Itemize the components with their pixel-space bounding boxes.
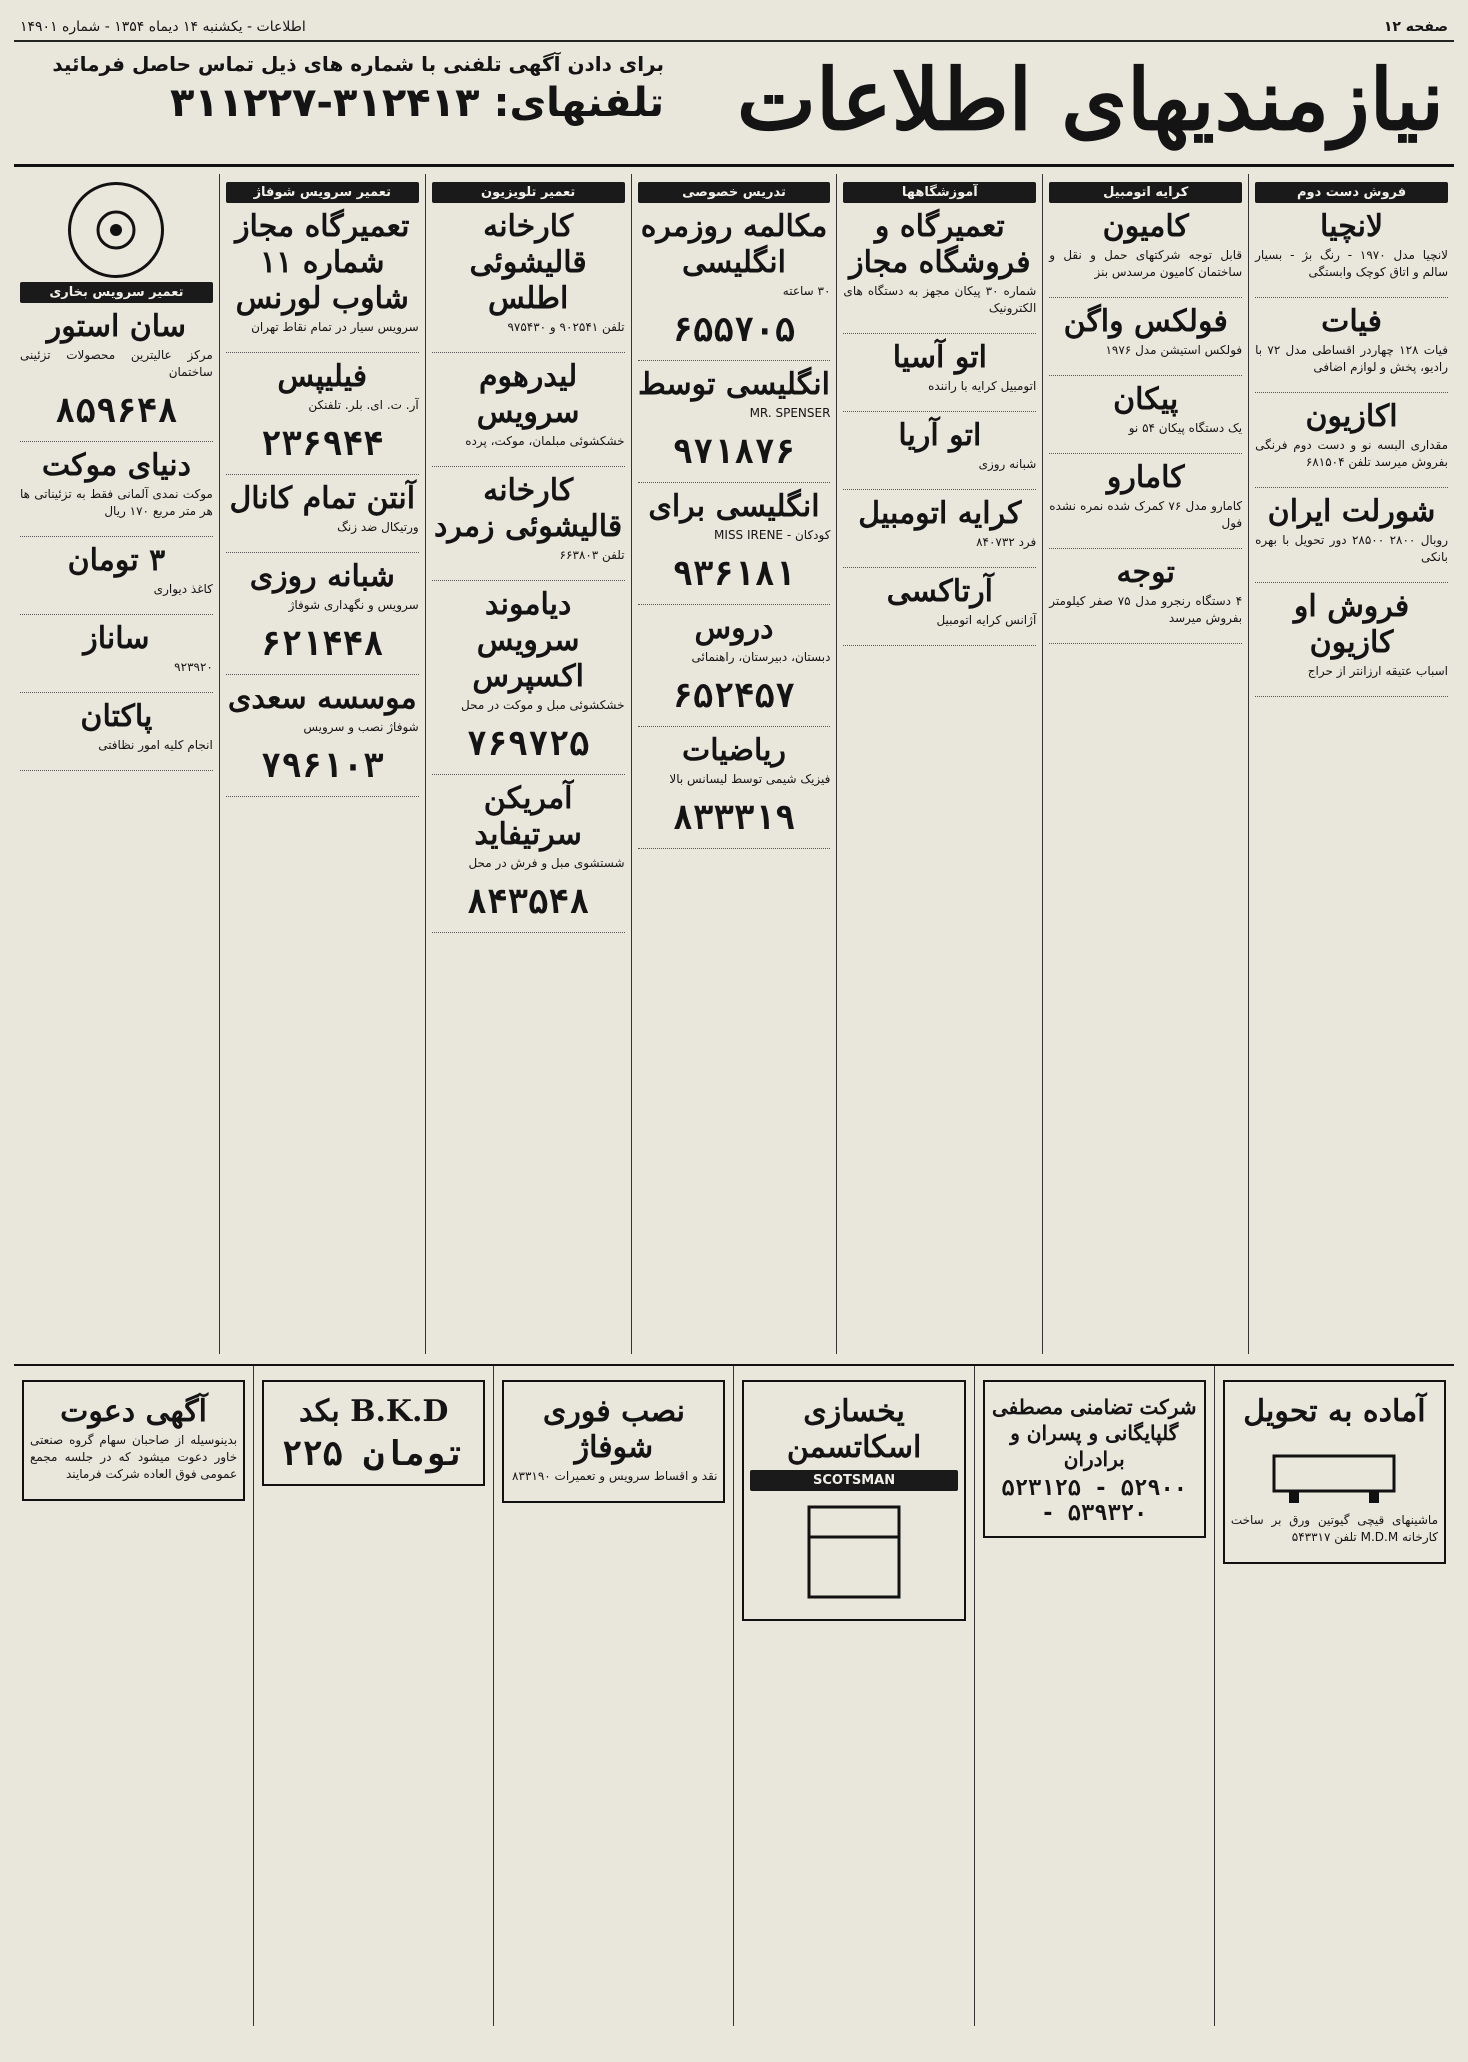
ad-title: کرایه اتومبیل [858,496,1022,531]
ad-title: نصب فوری شوفاژ [542,1394,685,1465]
section-header: تدریس خصوصی [638,182,831,203]
ad-body: شوفاژ نصب و سرویس [303,720,419,734]
machine-icon [1264,1436,1404,1506]
classified-ad [843,340,1036,412]
ice-machine-icon [794,1497,914,1607]
classified-ad [843,574,1036,646]
ad-body: بدینوسیله از صاحبان سهام گروه صنعتی خاور دعوت میشود که در جلسه مجمع عمومی فوق العاده شرکت فرمایند [29,1433,238,1481]
ad-title: آماده به تحویل [1243,1394,1426,1429]
ad-body: آژانس کرایه اتومبیل [936,613,1037,627]
newspaper-page [14,14,1454,2034]
price: ۲۲۵ تومان [281,1434,466,1474]
ad-title: انگلیسی برای [648,489,820,524]
classified-ad [1049,460,1242,549]
column-6 [219,174,425,1354]
ad-title: کارخانه قالیشوئی اطلس [469,209,587,316]
classified-ad [226,209,419,353]
ad-title: تعمیرگاه مجاز شماره ۱۱ شاوب لورنس [235,209,410,316]
classified-ad [1049,555,1242,644]
column-1 [1248,174,1454,1354]
classified-ad [20,621,213,693]
classified-ad [638,611,831,727]
contact-block [24,52,664,126]
section-header: کرایه اتومبیل [1049,182,1242,203]
ad-title: اتو آسیا [892,340,987,375]
classified-ad [226,359,419,475]
ad-body: آر. ت. ای. بلر. تلفنکن [308,398,419,412]
ad-title: فیلیپس [277,359,368,394]
ad-title: لیدرهوم سرویس [476,359,580,430]
phone-number: ۶۵۲۴۵۷ [672,676,796,716]
ad-box [502,1380,725,1503]
masthead [14,44,1454,167]
ad-body: کودکان - MISS IRENE [714,528,831,542]
ad-title: پیکان [1113,382,1179,417]
phone-number: ۶۲۱۴۴۸ [260,624,384,664]
dateline: اطلاعات - یکشنبه ۱۴ دیماه ۱۳۵۴ - شماره ۱۴۹۰۱ [20,19,306,35]
ad-body: لانچیا مدل ۱۹۷۰ - رنگ بژ - بسیار سالم و اتاق کوچک وابستگی [1255,248,1448,279]
ad-title: یخسازی اسکاتسمن [786,1394,922,1465]
classified-ad [226,559,419,675]
ad-body: تلفن ۹۰۲۵۴۱ و ۹۷۵۴۳۰ [507,320,625,334]
ad-title: کامیون [1102,209,1189,244]
ad-body: دبستان، دبیرستان، راهنمائی [691,650,831,664]
classified-ad [432,473,625,581]
ad-body: شبانه روزی [978,457,1037,471]
classified-ad [432,587,625,775]
classified-ad [1049,209,1242,298]
phone-number: ۷۶۹۷۲۵ [466,724,590,764]
ad-title: اکازیون [1305,399,1398,434]
ad-body: شماره ۳۰ پیکان مجهز به دستگاه های الکترونیک [843,284,1037,315]
display-ad-heating [493,1366,733,2026]
ad-title: آنتن تمام کانال [229,481,416,516]
sun-store-logo-icon [68,182,164,278]
column-3 [836,174,1042,1354]
ad-body: روبال ۲۸۰۰ ۲۸۵۰۰ دور تحویل با بهره بانکی [1255,533,1448,564]
ad-title: لانچیا [1320,209,1384,244]
column-5 [425,174,631,1354]
ad-title: آمریکن سرتیفاید [474,781,582,852]
ad-box [22,1380,245,1501]
ad-title: شرکت تضامنی مصطفی گلپایگانی و پسران و برادران [991,1395,1197,1471]
ad-body: فیزیک شیمی توسط لیسانس بالا [669,772,831,786]
column-7 [14,174,219,1354]
brand-label: SCOTSMAN [750,1470,957,1491]
ad-body: مقداری البسه نو و دست دوم فرنگی بفروش میرسد تلفن ۶۸۱۵۰۴ [1255,438,1448,469]
column-4 [631,174,837,1354]
ad-body: انجام کلیه امور نظافتی [98,738,213,752]
classified-ad [1255,209,1448,298]
ad-body: ورتیکال ضد زنگ [337,520,419,534]
sun-icon [81,195,151,265]
classified-ad [638,489,831,605]
section-header: فروش دست دوم [1255,182,1448,203]
ad-body: تلفن ۶۶۳۸۰۳ [559,548,625,562]
ad-box [1223,1380,1446,1564]
classified-ad [20,448,213,537]
masthead-title: نیازمندیهای اطلاعات [736,50,1444,149]
display-ad-scotsman [733,1366,973,2026]
ad-body: فولکس استیشن مدل ۱۹۷۶ [1105,343,1243,357]
classified-ad [20,699,213,771]
phone-number: ۸۴۳۵۴۸ [466,882,590,922]
ad-title: فیات [1321,304,1382,339]
phone-number: ۹۷۱۸۷۶ [672,432,796,472]
ad-body: ماشینهای قیچی گیوتین ورق بر ساخت کارخانه M.D.M تلفن ۵۴۳۳۱۷ [1230,1513,1438,1544]
ad-body: موکت نمدی آلمانی فقط به تزئیناتی ها هر متر مربع ۱۷۰ ریال [19,487,213,518]
ad-title: شورلت ایران [1267,494,1436,529]
phone-number: ۵۲۳۱۲۵ - ۵۲۹۰۰ - ۵۳۹۳۲۰ [1001,1476,1187,1526]
ad-body: اسباب عتیقه ارزانتر از حراج [1307,664,1448,678]
ad-title: سان استور [46,309,187,344]
ad-title: تعمیرگاه و فروشگاه مجاز [849,209,1031,280]
section-header: آموزشگاهها [843,182,1036,203]
ad-body: اتومبیل کرایه با راننده [928,379,1037,393]
ad-title: کامارو [1106,460,1185,495]
ad-title: فروش او کازیون [1293,589,1410,660]
ad-title: شبانه روزی [249,559,395,594]
bottom-display-ads [14,1364,1454,2026]
classified-ad [1255,399,1448,488]
ad-body: خشکشوئی مبل و موکت در محل [461,698,625,712]
ad-body: MR. SPENSER [749,406,831,420]
ad-title: توجه [1116,555,1175,590]
ad-box [983,1380,1206,1538]
classified-ad [843,209,1036,334]
ad-title: دیاموند سرویس اکسپرس [472,587,584,694]
classified-ad [638,733,831,849]
ad-body: ۹۲۳۹۲۰ [174,660,213,674]
ad-body: مرکز عالیترین محصولات تزئینی ساختمان [19,348,213,379]
classified-columns [14,174,1454,1354]
ad-title: انگلیسی توسط [638,367,830,402]
page-number: صفحه ۱۲ [1383,19,1448,35]
ad-title: ۳ تومان [67,543,166,578]
ad-body: قابل توجه شرکتهای حمل و نقل و ساختمان کامیون مرسدس بنز [1049,248,1243,279]
ad-body: ۴ دستگاه رنجرو مدل ۷۵ صفر کیلومتر بفروش میرسد [1049,594,1243,625]
classified-ad [638,209,831,361]
ad-title: موسسه سعدی [227,681,417,716]
classified-ad [843,496,1036,568]
classified-ad [226,681,419,797]
classified-ad [226,481,419,553]
ad-box [742,1380,965,1621]
display-ad-golpayegani [974,1366,1214,2026]
ad-body: شستشوی مبل و فرش در محل [468,856,625,870]
ad-title: مکالمه روزمره انگلیسی [640,209,828,280]
ad-title: ساناز [83,621,150,656]
classified-ad [1049,382,1242,454]
classified-ad [1255,304,1448,393]
ad-body: نقد و اقساط سرویس و تعمیرات ۸۳۳۱۹۰ [512,1469,718,1483]
phone-number: ۸۵۹۶۴۸ [55,391,178,431]
classified-ad [1049,304,1242,376]
classified-ad [432,781,625,933]
ad-body: سرویس و نگهداری شوفاژ [288,598,419,612]
phone-number: ۲۳۶۹۴۴ [260,424,384,464]
column-2 [1042,174,1248,1354]
phone-number: ۶۵۵۷۰۵ [672,310,796,350]
ad-body: سرویس سیار در تمام نقاط تهران [251,320,419,334]
section-header: تعمیر سرویس بخاری [20,282,213,303]
classified-ad [843,418,1036,490]
phone-number: ۷۹۶۱۰۳ [260,746,384,786]
ad-title: ریاضیات [682,733,786,768]
ad-title: B.K.D بکد [299,1394,449,1429]
ad-body: کامارو مدل ۷۶ کمرک شده نمره نشده فول [1049,499,1243,530]
classified-ad [638,367,831,483]
ad-title: آرتاکسی [886,574,994,609]
classified-ad [1255,589,1448,697]
contact-line: برای دادن آگهی تلفنی با شماره های ذیل تماس حاصل فرمائید [52,52,664,76]
top-bar [14,14,1454,42]
phone-number: ۹۳۶۱۸۱ [672,554,796,594]
ad-body: کاغذ دیواری [153,582,213,596]
classified-ad [432,209,625,353]
display-ad-delivery [1214,1366,1454,2026]
display-ad-bkd [253,1366,493,2026]
ad-body: فیات ۱۲۸ چهاردر اقساطی مدل ۷۲ با رادیو، پخش و لوازم اضافی [1255,343,1449,374]
ad-title: فولکس واگن [1063,304,1228,339]
ad-title: پاکتان [80,699,153,734]
classified-ad [1255,494,1448,583]
ad-title: آگهی دعوت [60,1394,207,1429]
ad-title: دروس [694,611,774,646]
classified-ad [432,359,625,467]
ad-body: خشکشوئی مبلمان، موکت، پرده [465,434,625,448]
ad-body: فرد ۸۴۰۷۳۲ [976,535,1037,549]
ad-title: اتو آریا [898,418,982,453]
section-header: تعمیر سرویس شوفاژ [226,182,419,203]
ad-title: دنیای موکت [41,448,191,483]
display-ad-invitation [14,1366,253,2026]
ad-box [262,1380,485,1486]
classified-ad [20,543,213,615]
phone-numbers: تلفنهای: ۳۱۲۴۱۳-۳۱۱۲۲۷ [169,80,664,126]
ad-body: ۳۰ ساعته [782,284,831,298]
section-header: تعمیر تلویزیون [432,182,625,203]
ad-body: یک دستگاه پیکان ۵۴ نو [1128,421,1243,435]
phone-number: ۸۳۳۳۱۹ [672,798,796,838]
classified-ad [20,309,213,442]
ad-title: کارخانه قالیشوئی زمرد [434,473,623,544]
